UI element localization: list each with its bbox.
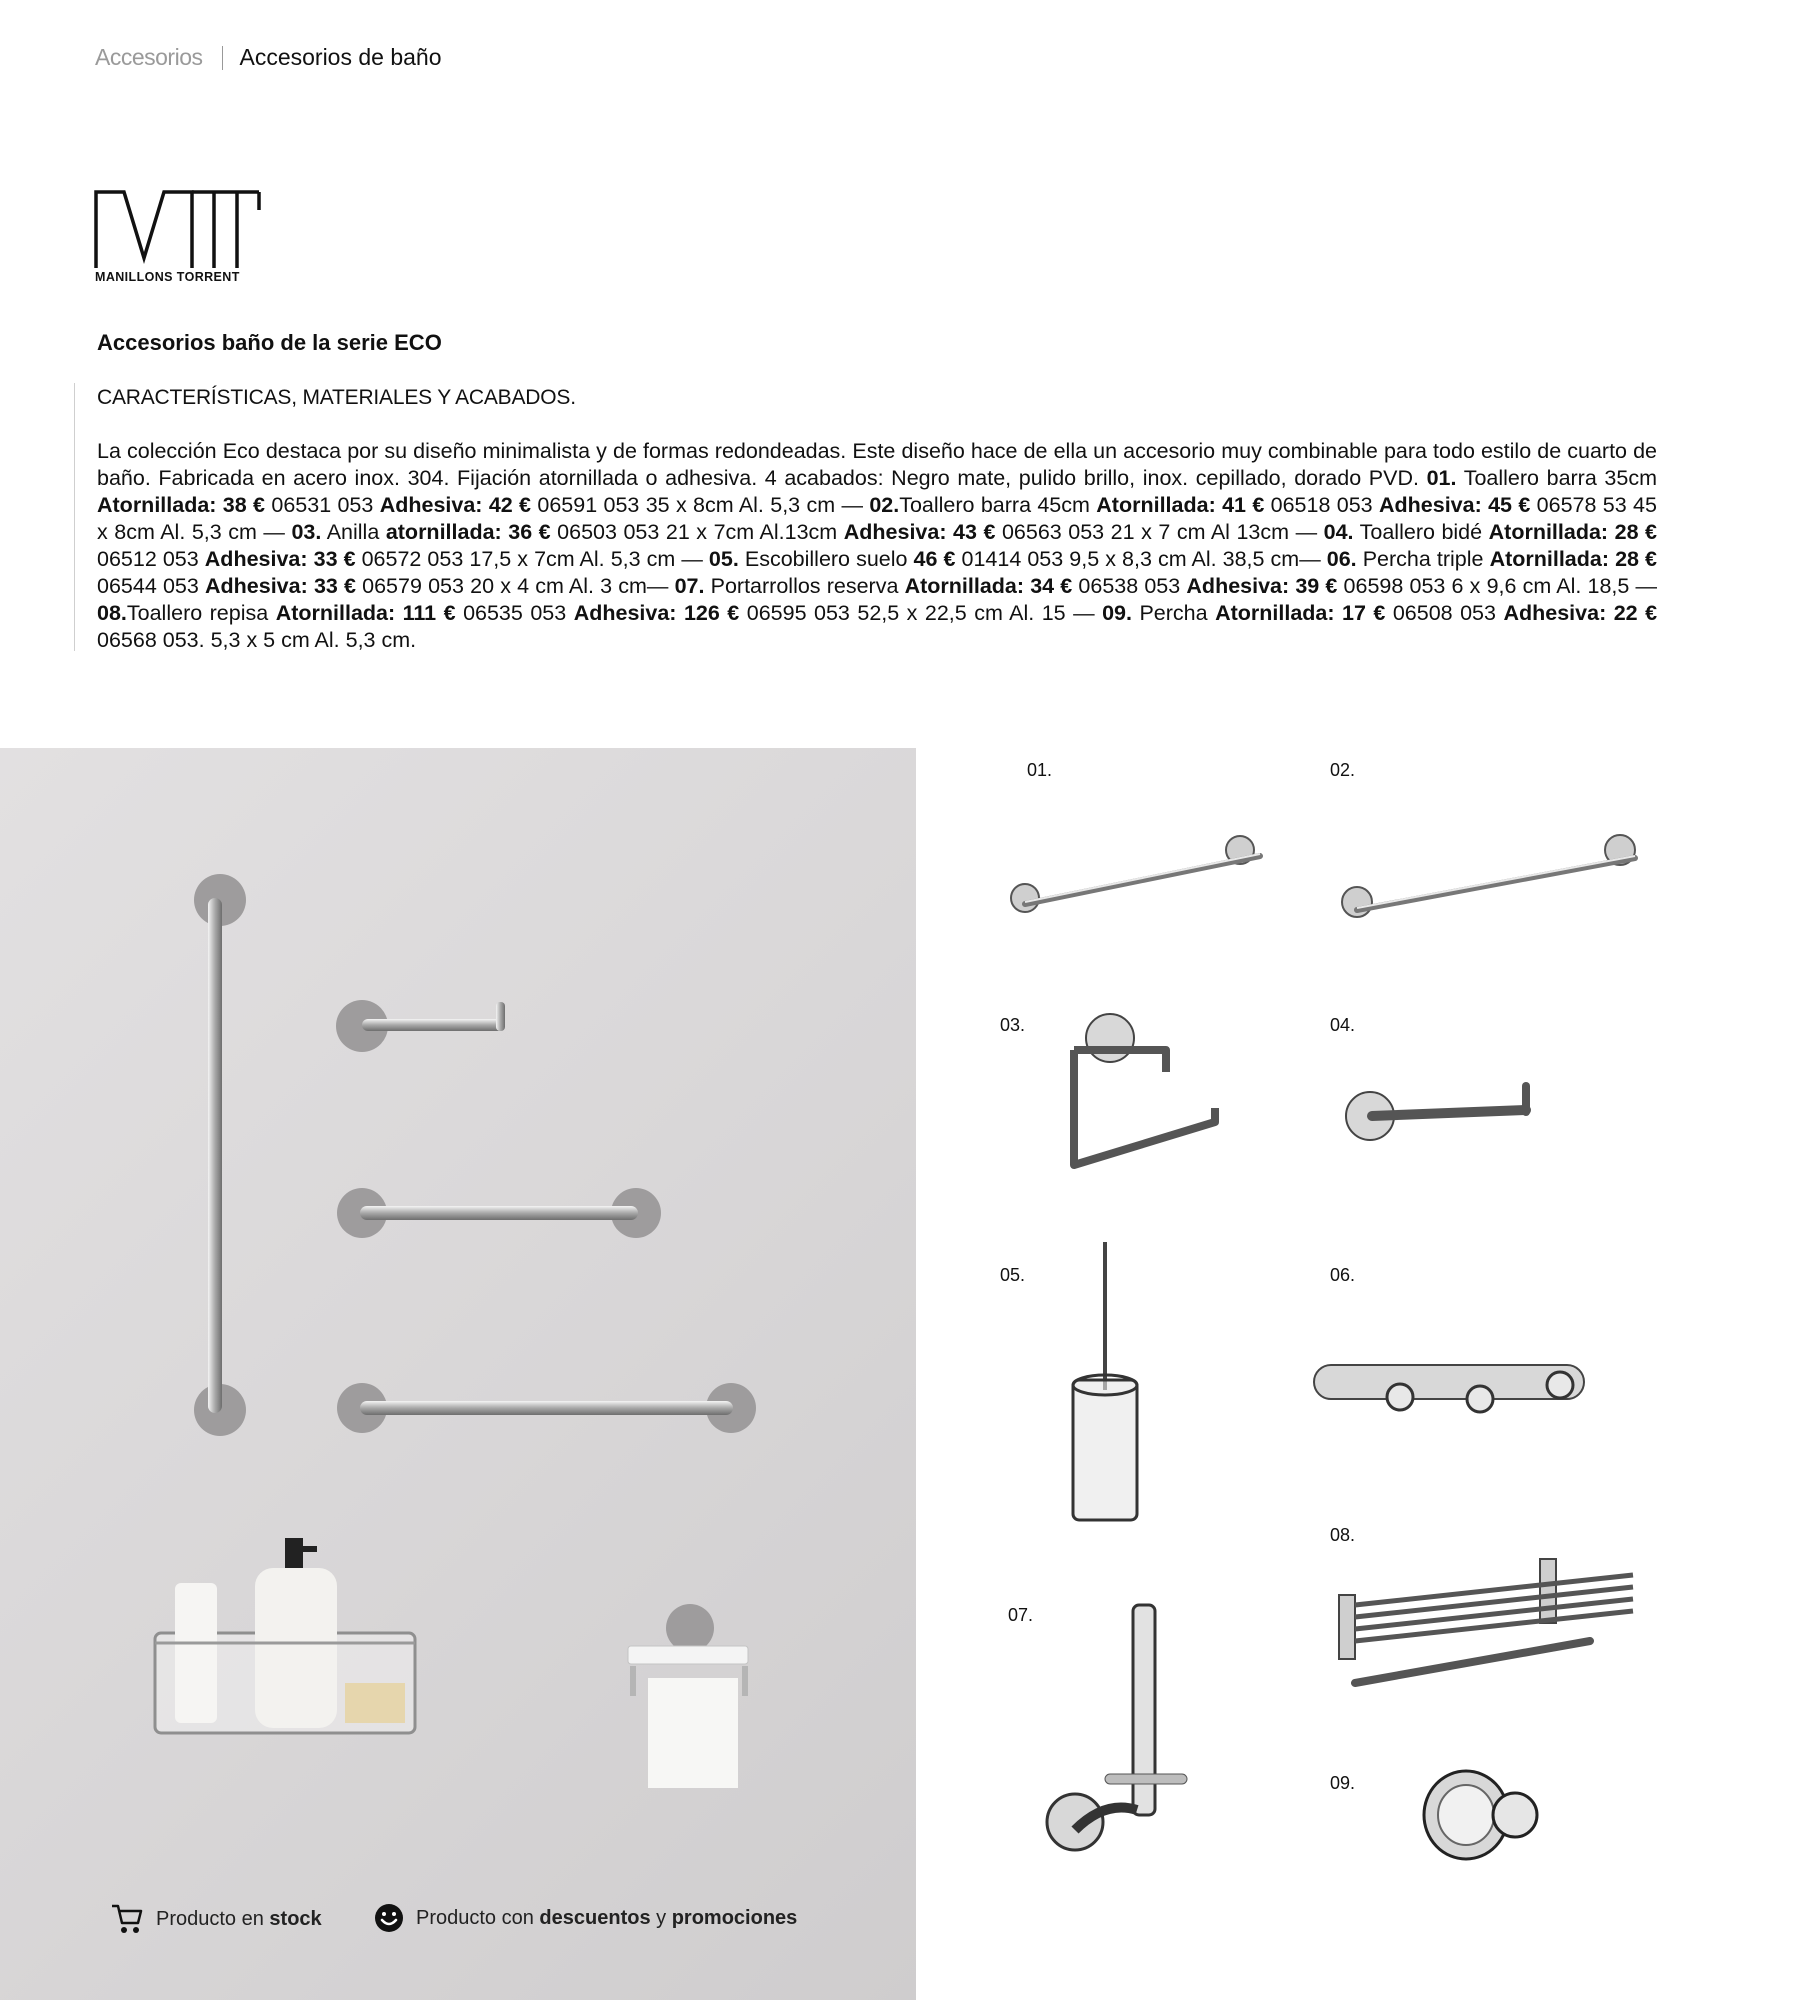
legend-promo-bold2: promociones bbox=[671, 1906, 798, 1929]
item-dims: 9,5 x 8,3 cm Al. 38,5 cm— bbox=[1069, 547, 1321, 571]
product-number: 05. bbox=[1000, 1265, 1026, 1285]
item-price: 38 € bbox=[222, 493, 266, 517]
item-name: Anilla bbox=[326, 520, 380, 544]
item-price: 43 € bbox=[953, 520, 996, 544]
product-number: 03. bbox=[1000, 1015, 1026, 1035]
item-name: Toallero barra 45cm bbox=[899, 493, 1090, 517]
item-price: 33 € bbox=[313, 547, 356, 571]
item-price: 34 € bbox=[1030, 574, 1073, 598]
item-code: 06578 53 bbox=[1536, 493, 1627, 517]
breadcrumb-parent[interactable]: Accesorios bbox=[95, 44, 203, 70]
legend-stock-prefix: Producto en bbox=[156, 1907, 264, 1930]
item-price: 17 € bbox=[1342, 601, 1386, 625]
item-code: 06535 053 bbox=[463, 601, 567, 625]
section-subtitle: CARACTERÍSTICAS, MATERIALES Y ACABADOS. bbox=[97, 386, 576, 409]
item-num: 09. bbox=[1102, 601, 1132, 625]
item-code: 06595 053 bbox=[746, 601, 850, 625]
item-label: Atornillada: bbox=[275, 601, 396, 625]
item-code: 06503 053 bbox=[557, 520, 660, 544]
triple-hook-icon[interactable] bbox=[1310, 1345, 1600, 1425]
item-code: 06508 053 bbox=[1392, 601, 1496, 625]
item-label: Atornillada: bbox=[1489, 547, 1610, 571]
toilet-brush-icon[interactable] bbox=[1065, 1240, 1145, 1530]
smiley-icon bbox=[374, 1903, 404, 1933]
legend-stock-bold: stock bbox=[269, 1907, 322, 1930]
item-dims: 45 x 8cm Al. 5,3 cm — bbox=[97, 493, 1657, 544]
item-label: Atornillada: bbox=[1215, 601, 1335, 625]
item-label: Adhesiva: bbox=[204, 547, 308, 571]
section-title: Accesorios baño de la serie ECO bbox=[97, 330, 442, 355]
item-name: Toallero barra 35cm bbox=[1463, 466, 1657, 490]
item-dims: 20 x 4 cm Al. 3 cm— bbox=[470, 574, 669, 598]
lifestyle-photo bbox=[0, 748, 916, 2000]
item-price: 45 € bbox=[1488, 493, 1531, 517]
item-num: 07. bbox=[674, 574, 705, 598]
item-name: Percha triple bbox=[1362, 547, 1484, 571]
legend-promo-prefix: Producto con bbox=[416, 1906, 534, 1929]
legend-promo-bold1: descuentos bbox=[539, 1906, 651, 1929]
item-label: Adhesiva: bbox=[379, 493, 483, 517]
item-code: 06568 053. bbox=[97, 628, 205, 652]
item-label: Adhesiva: bbox=[1186, 574, 1290, 598]
product-number: 09. bbox=[1330, 1773, 1356, 1793]
item-dims: 21 x 7 cm Al 13cm — bbox=[1110, 520, 1318, 544]
item-price: 41 € bbox=[1222, 493, 1265, 517]
item-num: 02. bbox=[869, 493, 900, 517]
breadcrumb bbox=[95, 44, 442, 71]
wall-accessories-illustration bbox=[0, 748, 916, 2000]
item-num: 08. bbox=[97, 601, 127, 625]
item-code: 06591 053 bbox=[537, 493, 640, 517]
item-price: 28 € bbox=[1615, 547, 1657, 571]
item-dims: 5,3 x 5 cm Al. 5,3 cm. bbox=[210, 628, 417, 652]
item-num: 01. bbox=[1426, 466, 1457, 490]
product-number: 06. bbox=[1330, 1265, 1356, 1285]
item-code: 06598 053 bbox=[1343, 574, 1446, 598]
intro-text: La colección Eco destaca por su diseño minimalista y de formas redondeadas. Este diseño hace de ella un accesorio muy combinable para todo estilo de cuarto de baño. Fabricada en acero inox. 304. Fijación atornillada o adhesiva. 4 acabados: Negro mate, pulido brillo, inox. cepillado, dorado PVD. bbox=[97, 439, 1657, 490]
item-code: 06531 053 bbox=[271, 493, 374, 517]
product-number: 01. bbox=[1027, 760, 1053, 780]
towel-shelf-icon[interactable] bbox=[1335, 1555, 1640, 1695]
item-name: Toallero repisa bbox=[126, 601, 269, 625]
legend-stock bbox=[110, 1903, 322, 1935]
item-code: 06512 053 bbox=[97, 547, 199, 571]
item-label: Adhesiva: bbox=[205, 574, 308, 598]
item-code: 06518 053 bbox=[1270, 493, 1373, 517]
item-price: 22 € bbox=[1613, 601, 1658, 625]
legend-promo bbox=[374, 1903, 797, 1933]
item-label: Atornillada: bbox=[1096, 493, 1216, 517]
item-name: Percha bbox=[1139, 601, 1208, 625]
towel-bar-icon[interactable] bbox=[1005, 830, 1275, 925]
spare-roll-holder-icon[interactable] bbox=[1045, 1600, 1195, 1870]
item-price: 46 € bbox=[913, 547, 956, 571]
item-name: Escobillero suelo bbox=[744, 547, 908, 571]
item-price: 42 € bbox=[488, 493, 532, 517]
item-label: Adhesiva: bbox=[1378, 493, 1482, 517]
item-num: 05. bbox=[708, 547, 739, 571]
item-label: Adhesiva: bbox=[573, 601, 677, 625]
product-number: 07. bbox=[1008, 1605, 1034, 1625]
product-number: 02. bbox=[1330, 760, 1356, 780]
product-number: 04. bbox=[1330, 1015, 1356, 1035]
item-dims: 35 x 8cm Al. 5,3 cm — bbox=[645, 493, 863, 517]
towel-bar-icon[interactable] bbox=[1335, 830, 1650, 930]
item-num: 06. bbox=[1326, 547, 1357, 571]
item-code: 06572 053 bbox=[361, 547, 464, 571]
item-price: 36 € bbox=[508, 520, 551, 544]
item-dims: 21 x 7cm Al.13cm bbox=[665, 520, 838, 544]
item-dims: 17,5 x 7cm Al. 5,3 cm — bbox=[469, 547, 703, 571]
item-label: Atornillada: bbox=[904, 574, 1025, 598]
item-num: 04. bbox=[1323, 520, 1354, 544]
left-rule bbox=[74, 383, 75, 651]
cart-icon bbox=[110, 1903, 144, 1935]
item-name: Portarrollos reserva bbox=[710, 574, 899, 598]
item-code: 06563 053 bbox=[1001, 520, 1105, 544]
item-price: 28 € bbox=[1614, 520, 1658, 544]
towel-ring-icon[interactable] bbox=[1060, 1010, 1235, 1175]
item-num: 03. bbox=[291, 520, 322, 544]
item-price: 126 € bbox=[683, 601, 740, 625]
item-code: 06579 053 bbox=[362, 574, 464, 598]
item-price: 33 € bbox=[313, 574, 356, 598]
section-description bbox=[97, 438, 1657, 654]
item-price: 39 € bbox=[1295, 574, 1338, 598]
item-dims: 52,5 x 22,5 cm Al. 15 — bbox=[857, 601, 1095, 625]
item-label: atornillada: bbox=[385, 520, 502, 544]
item-code: 06538 053 bbox=[1078, 574, 1181, 598]
item-code: 01414 053 bbox=[961, 547, 1064, 571]
breadcrumb-separator bbox=[222, 46, 223, 70]
item-code: 06544 053 bbox=[97, 574, 199, 598]
legend-promo-mid: y bbox=[656, 1906, 667, 1929]
robe-hook-icon[interactable] bbox=[1420, 1765, 1545, 1865]
item-label: Adhesiva: bbox=[1503, 601, 1607, 625]
item-dims: 6 x 9,6 cm Al. 18,5 — bbox=[1451, 574, 1657, 598]
item-price: 111 € bbox=[402, 601, 456, 625]
product-number: 08. bbox=[1330, 1525, 1356, 1545]
item-label: Atornillada: bbox=[97, 493, 217, 517]
bidet-towel-holder-icon[interactable] bbox=[1340, 1080, 1540, 1150]
item-label: Adhesiva: bbox=[843, 520, 947, 544]
brand-name: MANILLONS TORRENT bbox=[95, 270, 240, 284]
breadcrumb-current: Accesorios de baño bbox=[239, 44, 442, 70]
item-label: Atornillada: bbox=[1488, 520, 1609, 544]
item-name: Toallero bidé bbox=[1359, 520, 1483, 544]
